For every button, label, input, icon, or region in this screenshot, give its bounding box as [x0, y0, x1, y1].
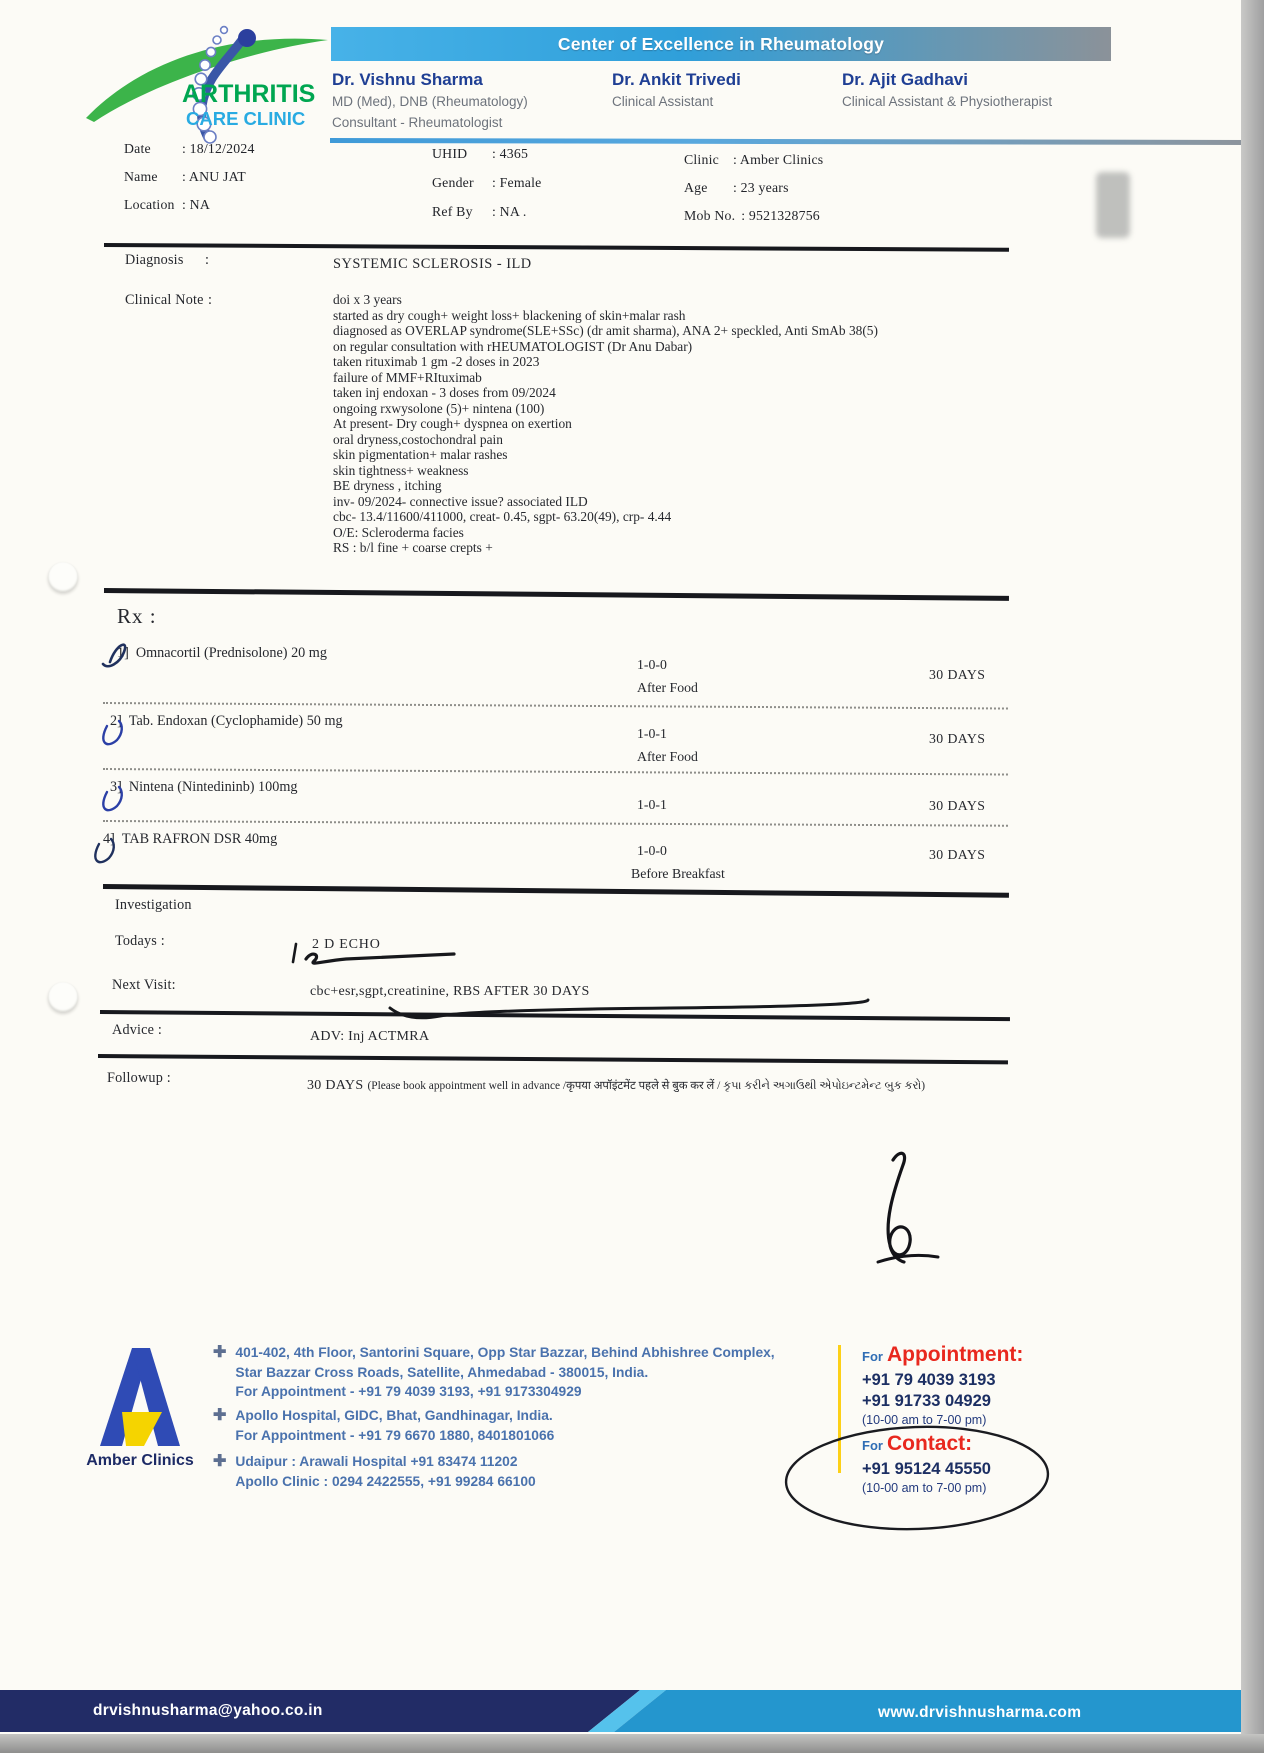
signature-underline [878, 1255, 938, 1262]
field-value: : 23 years [733, 180, 789, 195]
doctor-name: Dr. Vishnu Sharma [332, 70, 483, 89]
rx-item-1-timing: After Food [637, 680, 698, 695]
address-line: Star Bazzar Cross Roads, Satellite, Ahmedabad - 380015, India. [235, 1364, 649, 1380]
address-lines [235, 1452, 535, 1491]
clinical-note-line: started as dry cough+ weight loss+ blackening of skin+malar rash [333, 307, 686, 323]
clinical-note-line: ongoing rxwysolone (5)+ nintena (100) [333, 400, 545, 416]
advice-value: ADV: Inj ACTMRA [310, 1029, 430, 1044]
rx-item-1-dose: 1-0-0 [637, 657, 667, 672]
field-label: Age [684, 180, 708, 195]
rx-item-4-timing: Before Breakfast [631, 866, 725, 881]
amber-logo-graphic [92, 1342, 188, 1452]
field-label: Name [124, 169, 158, 184]
address-line: Udaipur : Arawali Hospital +91 83474 11202 [235, 1454, 518, 1469]
rx-item-1-duration: 30 DAYS [929, 667, 986, 682]
amber-clinics-logo [92, 1342, 188, 1452]
for-text: For [862, 1438, 883, 1453]
logo-figure-head [238, 29, 256, 47]
banner-text: Center of Excellence in Rheumatology [557, 33, 885, 54]
footer-contact-block [862, 1432, 991, 1497]
address-line: Apollo Clinic : 0294 2422555, +91 99284 66100 [235, 1473, 536, 1489]
doctor-card-2 [612, 70, 741, 111]
contact-phone: +91 95124 45550 [862, 1460, 991, 1478]
rx-separator [103, 702, 1008, 710]
address-line: For Appointment - +91 79 4039 3193, +91 9173304929 [235, 1384, 582, 1399]
footer-address-2 [213, 1406, 554, 1445]
rx-title: Rx : [117, 604, 157, 628]
appointment-phone-1: +91 79 4039 3193 [862, 1371, 996, 1389]
divider-line-3 [103, 884, 1009, 898]
field-value: : 9521328756 [741, 208, 820, 223]
rx-separator [103, 820, 1008, 827]
scan-edge-right [1241, 0, 1264, 1753]
rx-item-4-dose: 1-0-0 [637, 843, 667, 858]
contact-hours: (10-00 am to 7-00 pm) [862, 1481, 987, 1495]
clinical-note-line: skin pigmentation+ malar rashes [333, 447, 508, 462]
patient-info-middle [432, 146, 542, 220]
field-label: Clinic [684, 152, 719, 167]
patient-field-refby [432, 204, 542, 220]
rx-item-number: 2] [110, 713, 122, 729]
clinical-note-line: BE dryness , itching [333, 478, 442, 493]
scan-edge-bottom [0, 1734, 1264, 1753]
address-line: 401-402, 4th Floor, Santorini Square, Opp Star Bazzar, Behind Abhishree Complex, [235, 1345, 775, 1360]
clinical-note-line: taken rituximab 1 gm -2 doses in 2023 [333, 354, 540, 369]
patient-info-left [124, 141, 255, 213]
address-lines [235, 1343, 774, 1402]
paper-hole-bottom [48, 982, 78, 1012]
patient-info-right [684, 152, 823, 224]
patient-field-date [124, 141, 255, 157]
doctor-name: Dr. Ajit Gadhavi [842, 70, 968, 89]
footer-website: www.drvishnusharma.com [878, 1704, 1082, 1721]
todays-value: 2 D ECHO [312, 937, 381, 952]
arthritis-logo-graphic [84, 20, 334, 145]
clinical-note-line: RS : b/l fine + coarse crepts + [333, 540, 493, 555]
address-line: For Appointment - +91 79 6670 1880, 8401801066 [235, 1427, 555, 1443]
field-value: : 4365 [492, 146, 529, 161]
address-line: Apollo Hospital, GIDC, Bhat, Gandhinagar, India. [235, 1408, 553, 1423]
rx-separator [103, 768, 1008, 776]
footer-address-1 [213, 1343, 775, 1402]
clinical-note-line: doi x 3 years [333, 292, 402, 307]
clinic-logo [84, 20, 334, 145]
rx-item-4-duration: 30 DAYS [929, 847, 986, 862]
footer-address-3 [213, 1452, 536, 1491]
field-value: : NA [182, 197, 211, 212]
rx-item-drug: Tab. Endoxan (Cyclophamide) 50 mg [128, 713, 343, 729]
clinical-note-line: At present- Dry cough+ dyspnea on exertion [333, 416, 572, 431]
logo-subtitle-text: CARE CLINIC [186, 108, 306, 129]
rx-item-number: 3] [110, 779, 122, 795]
field-label: UHID [432, 146, 468, 161]
patient-field-name [124, 169, 255, 185]
diagnosis-label: Diagnosis [125, 252, 184, 268]
rx-item-2-timing: After Food [637, 749, 698, 764]
followup-value-row [307, 1076, 1027, 1094]
contact-heading [862, 1432, 991, 1456]
divider-line-4 [100, 1010, 1010, 1021]
divider-line-2 [104, 588, 1009, 600]
rx-item-drug: Omnacortil (Prednisolone) 20 mg [135, 645, 327, 661]
rx-item-drug: Nintena (Nintedininb) 100mg [128, 779, 298, 795]
clinical-note-line: diagnosed as OVERLAP syndrome(SLE+SSc) (dr amit sharma), ANA 2+ speckled, Anti SmAb 38(5) [333, 323, 878, 338]
appointment-phone-2: +91 91733 04929 [862, 1392, 991, 1410]
appointment-hours: (10-00 am to 7-00 pm) [862, 1413, 987, 1427]
rx-item-2-duration: 30 DAYS [929, 731, 986, 746]
field-value: : Amber Clinics [733, 152, 824, 167]
doctor-card-3 [842, 70, 1052, 111]
rx-item-number: 4] [103, 831, 115, 847]
field-label: Location [124, 197, 175, 212]
clinical-note-text [333, 292, 1023, 556]
patient-field-gender [432, 175, 542, 191]
amber-clinics-brand: Amber Clinics [86, 1452, 194, 1469]
plus-icon: ✚ [213, 1453, 227, 1470]
rx-item-3-dose: 1-0-1 [637, 797, 667, 812]
clinical-note-line: O/E: Scleroderma facies [333, 524, 464, 540]
followup-value: 30 DAYS [307, 1078, 364, 1093]
appointment-heading [862, 1343, 1023, 1367]
investigation-label: Investigation [115, 897, 192, 913]
plus-icon: ✚ [213, 1407, 227, 1424]
signature [888, 1153, 910, 1262]
address-lines [235, 1406, 554, 1445]
rx-item-1-name [117, 645, 327, 662]
for-text: For [862, 1349, 883, 1364]
field-value: : ANU JAT [182, 169, 246, 184]
diagnosis-colon: : [205, 252, 210, 268]
clinical-note-colon: : [208, 292, 213, 308]
field-label: Date [124, 141, 151, 156]
rx-item-number: 1] [117, 645, 129, 661]
doctor-designation: Consultant - Rheumatologist [332, 115, 503, 130]
next-visit-value: cbc+esr,sgpt,creatinine, RBS AFTER 30 DAYS [310, 984, 590, 999]
patient-field-clinic [684, 152, 823, 168]
clinical-note-line: taken inj endoxan - 3 doses from 09/2024 [333, 385, 556, 400]
field-label: Ref By [432, 204, 473, 219]
doctor-designation: Clinical Assistant & Physiotherapist [842, 94, 1053, 109]
divider-line-5 [98, 1054, 1008, 1064]
doctor-name: Dr. Ankit Trivedi [612, 70, 741, 89]
rx-item-2-name [110, 713, 343, 730]
pen-tick-todays [293, 944, 296, 962]
doctor-card-1 [332, 70, 528, 132]
plus-icon: ✚ [213, 1344, 227, 1361]
rx-item-3-duration: 30 DAYS [929, 798, 986, 813]
todays-label: Todays : [115, 933, 165, 949]
clinical-note-line: inv- 09/2024- connective issue? associated ILD [333, 493, 588, 509]
field-label: Mob No. [684, 208, 736, 223]
contact-title: Contact: [886, 1432, 973, 1455]
footer-email: drvishnusharma@yahoo.co.in [93, 1702, 323, 1719]
patient-field-uhid [432, 146, 542, 162]
diagnosis-value: SYSTEMIC SCLEROSIS - ILD [333, 256, 532, 272]
divider-line-1 [104, 243, 1009, 252]
doctor-designation: Clinical Assistant [612, 94, 714, 109]
clinical-note-line: oral dryness,costochondral pain [333, 431, 503, 447]
pen-underline-echo [306, 954, 454, 963]
patient-field-age [684, 180, 823, 196]
patient-field-mobile [684, 208, 823, 224]
next-visit-label: Next Visit: [112, 977, 176, 993]
field-value: : 18/12/2024 [182, 141, 255, 156]
paper-hole-top [48, 562, 78, 592]
rx-item-4-name [103, 831, 277, 848]
scan-smudge [1096, 172, 1130, 238]
appointment-title: Appointment: [886, 1343, 1024, 1366]
followup-note: (Please book appointment well in advance /कृपया अपॉइंटमेंट पहले से बुक कर लें / કૃપા કરીને અગાઉથી એપોઇન્ટમેન્ટ બુક કરો) [367, 1080, 926, 1092]
footer-appointment-block [862, 1343, 1023, 1429]
doctor-qualification: MD (Med), DNB (Rheumatology) [332, 94, 528, 109]
rx-item-drug: TAB RAFRON DSR 40mg [121, 831, 278, 847]
header-divider-line [330, 138, 1246, 145]
logo-title-text: ARTHRITIS [182, 80, 316, 108]
patient-field-location [124, 197, 255, 213]
field-label: Gender [432, 175, 474, 190]
clinical-note-line: cbc- 13.4/11600/411000, creat- 0.45, sgpt- 63.20(49), crp- 4.44 [333, 509, 672, 524]
footer-yellow-divider [838, 1345, 841, 1473]
followup-label: Followup : [107, 1070, 171, 1086]
clinical-note-line: skin tightness+ weakness [333, 462, 469, 478]
advice-label: Advice : [112, 1022, 163, 1038]
field-value: : NA . [492, 204, 527, 219]
banner-center-of-excellence [331, 27, 1111, 61]
field-value: : Female [492, 175, 542, 190]
clinical-note-line: on regular consultation with rHEUMATOLOGIST (Dr Anu Dabar) [333, 338, 693, 354]
rx-item-3-name [110, 779, 297, 796]
clinical-note-line: failure of MMF+RItuximab [333, 369, 482, 385]
clinical-note-label: Clinical Note [125, 292, 204, 308]
rx-item-2-dose: 1-0-1 [637, 726, 667, 741]
